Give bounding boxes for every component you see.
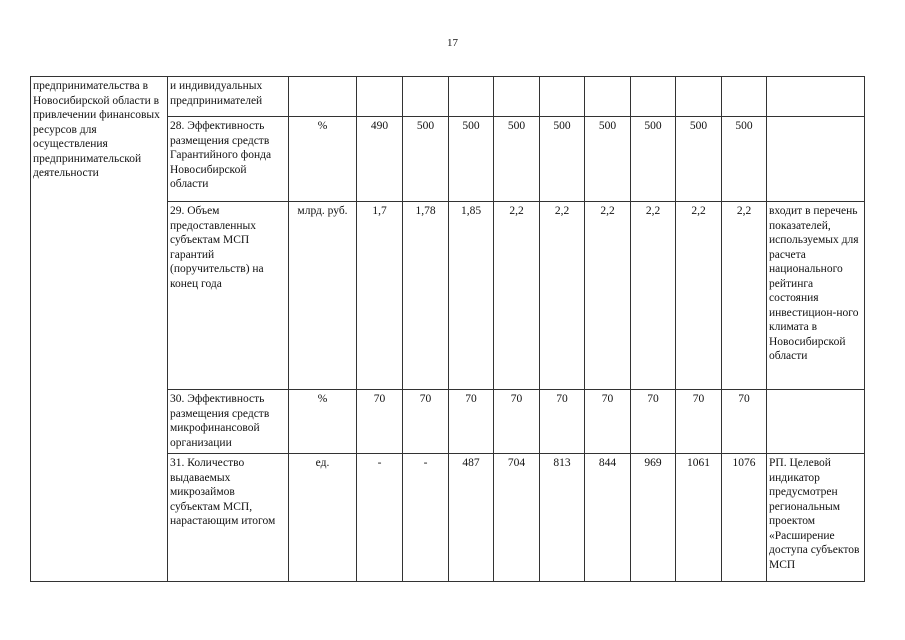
- value-cell: [357, 77, 403, 117]
- value-cell: [449, 77, 494, 117]
- value-cell: 70: [494, 390, 540, 454]
- indicator-cell: 30. Эффективность размещения средств микрофинансовой организации: [168, 390, 289, 454]
- group-label-cell: предпринимательства в Новосибирской области в привлечении финансовых ресурсов для осуществления предпринимательской деятельности: [31, 77, 168, 582]
- page-number: 17: [447, 37, 458, 49]
- value-cell: 969: [631, 454, 676, 582]
- value-cell: 1,85: [449, 202, 494, 390]
- value-cell: 2,2: [676, 202, 722, 390]
- value-cell: [403, 77, 449, 117]
- unit-cell: %: [289, 117, 357, 202]
- note-cell: входит в перечень показателей, используемых для расчета национального рейтинга состояния инвестицион-ного климата в Новосибирской области: [767, 202, 865, 390]
- note-cell: [767, 77, 865, 117]
- value-cell: [494, 77, 540, 117]
- value-cell: 704: [494, 454, 540, 582]
- indicator-cell: 28. Эффективность размещения средств Гарантийного фонда Новосибирской области: [168, 117, 289, 202]
- value-cell: 500: [449, 117, 494, 202]
- value-cell: 844: [585, 454, 631, 582]
- value-cell: 70: [676, 390, 722, 454]
- value-cell: 2,2: [631, 202, 676, 390]
- value-cell: -: [357, 454, 403, 582]
- indicator-cell: 31. Количество выдаваемых микрозаймов субъектам МСП, нарастающим итогом: [168, 454, 289, 582]
- unit-cell: %: [289, 390, 357, 454]
- value-cell: 500: [540, 117, 585, 202]
- value-cell: [631, 77, 676, 117]
- value-cell: 1061: [676, 454, 722, 582]
- value-cell: 1,78: [403, 202, 449, 390]
- value-cell: [676, 77, 722, 117]
- value-cell: 70: [403, 390, 449, 454]
- value-cell: 500: [676, 117, 722, 202]
- value-cell: 2,2: [494, 202, 540, 390]
- value-cell: -: [403, 454, 449, 582]
- value-cell: 70: [540, 390, 585, 454]
- value-cell: 2,2: [722, 202, 767, 390]
- indicator-cell: и индивидуальных предпринимателей: [168, 77, 289, 117]
- indicators-table: [30, 76, 865, 582]
- value-cell: 2,2: [540, 202, 585, 390]
- value-cell: 500: [722, 117, 767, 202]
- value-cell: 500: [585, 117, 631, 202]
- unit-cell: ед.: [289, 454, 357, 582]
- value-cell: 1076: [722, 454, 767, 582]
- value-cell: 500: [494, 117, 540, 202]
- note-cell: РП. Целевой индикатор предусмотрен региональным проектом «Расширение доступа субъектов МСП: [767, 454, 865, 582]
- unit-cell: [289, 77, 357, 117]
- value-cell: [540, 77, 585, 117]
- note-cell: [767, 117, 865, 202]
- value-cell: 500: [631, 117, 676, 202]
- table-row: [31, 77, 865, 117]
- value-cell: 490: [357, 117, 403, 202]
- value-cell: 2,2: [585, 202, 631, 390]
- value-cell: 500: [403, 117, 449, 202]
- value-cell: 70: [631, 390, 676, 454]
- unit-cell: млрд. руб.: [289, 202, 357, 390]
- value-cell: 70: [357, 390, 403, 454]
- value-cell: 70: [722, 390, 767, 454]
- value-cell: 813: [540, 454, 585, 582]
- value-cell: 70: [449, 390, 494, 454]
- value-cell: [585, 77, 631, 117]
- note-cell: [767, 390, 865, 454]
- indicator-cell: 29. Объем предоставленных субъектам МСП гарантий (поручительств) на конец года: [168, 202, 289, 390]
- value-cell: 1,7: [357, 202, 403, 390]
- value-cell: 487: [449, 454, 494, 582]
- value-cell: 70: [585, 390, 631, 454]
- value-cell: [722, 77, 767, 117]
